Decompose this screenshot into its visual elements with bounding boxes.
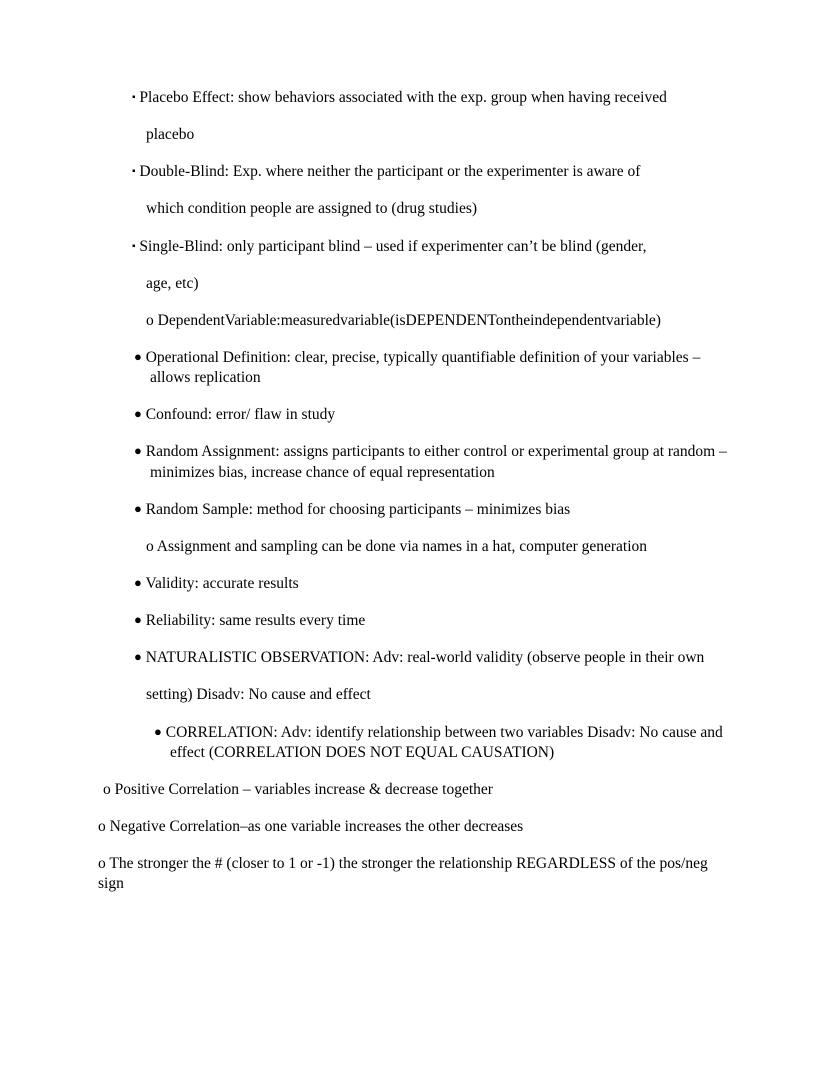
- paragraph-text: The stronger the # (closer to 1 or -1) the stronger the relationship REGARDLESS of the pos/neg sign: [98, 855, 708, 893]
- paragraph-random-sample: [98, 500, 728, 520]
- paragraph-validity: [98, 574, 728, 594]
- paragraph-text: Positive Correlation – variables increase & decrease together: [114, 780, 493, 798]
- paragraph-placebo-effect: [98, 88, 728, 108]
- paragraph-text: DependentVariable:measuredvariable(isDEPENDENTontheindependentvariable): [157, 311, 661, 329]
- paragraph-text: Reliability: same results every time: [145, 612, 366, 630]
- paragraph-single-blind-continuation: [98, 274, 728, 294]
- paragraph-naturalistic-continuation: [98, 685, 728, 705]
- paragraph-text: age, etc): [146, 274, 199, 292]
- paragraph-double-blind-continuation: [98, 199, 728, 219]
- round-bullet-icon: ●: [134, 443, 142, 459]
- paragraph-text: Double-Blind: Exp. where neither the participant or the experimenter is aware of: [139, 163, 641, 181]
- paragraph-text: Validity: accurate results: [145, 574, 299, 592]
- paragraph-text: Negative Correlation–as one variable increases the other decreases: [109, 817, 524, 835]
- paragraph-text: CORRELATION: Adv: identify relationship between two variables Disadv: No cause and effect (CORRELATION DOES NOT EQUAL CAUSATION): [165, 723, 723, 761]
- paragraph-reliability: [98, 611, 728, 631]
- paragraph-positive-correlation: [98, 780, 728, 800]
- round-bullet-icon: ●: [134, 348, 142, 364]
- square-bullet-icon: ▪: [132, 166, 136, 178]
- letter-o-marker: o: [98, 817, 106, 835]
- paragraph-double-blind: [98, 162, 728, 182]
- letter-o-marker: o: [103, 780, 111, 798]
- letter-o-marker: o: [146, 311, 154, 329]
- paragraph-text: Single-Blind: only participant blind – used if experimenter can’t be blind (gender,: [139, 237, 647, 255]
- paragraph-text: Random Sample: method for choosing participants – minimizes bias: [145, 500, 571, 518]
- letter-o-marker: o: [98, 855, 106, 873]
- paragraph-negative-correlation: [98, 817, 728, 837]
- paragraph-text: placebo: [146, 126, 195, 144]
- paragraph-confound: [98, 405, 728, 425]
- paragraph-text: Confound: error/ flaw in study: [145, 406, 336, 424]
- document-body: [98, 88, 728, 894]
- paragraph-random-assignment: [98, 442, 728, 482]
- paragraph-text: Random Assignment: assigns participants to either control or experimental group at random – minimizes bias, increase chance of equal representation: [145, 443, 727, 481]
- paragraph-operational-definition: [98, 348, 728, 388]
- paragraph-dependent-variable: [98, 311, 728, 331]
- paragraph-text: Placebo Effect: show behaviors associated with the exp. group when having received: [139, 89, 667, 106]
- paragraph-text: which condition people are assigned to (drug studies): [146, 200, 478, 218]
- paragraph-single-blind: [98, 237, 728, 257]
- paragraph-text: Assignment and sampling can be done via names in a hat, computer generation: [156, 537, 648, 555]
- round-bullet-icon: ●: [134, 649, 142, 665]
- round-bullet-icon: ●: [134, 406, 142, 422]
- letter-o-marker: o: [146, 537, 154, 555]
- round-bullet-icon: ●: [154, 723, 162, 739]
- round-bullet-icon: ●: [134, 500, 142, 516]
- paragraph-assignment-sampling-note: [98, 537, 728, 557]
- paragraph-naturalistic-observation: [98, 648, 728, 668]
- square-bullet-icon: ▪: [132, 240, 136, 252]
- round-bullet-icon: ●: [134, 574, 142, 590]
- round-bullet-icon: ●: [134, 612, 142, 628]
- paragraph-correlation-strength: [98, 854, 728, 894]
- paragraph-text: Operational Definition: clear, precise, typically quantifiable definition of your variables – allows replication: [145, 348, 701, 387]
- paragraph-correlation: [98, 723, 728, 763]
- paragraph-placebo-continuation: [98, 125, 728, 145]
- paragraph-text: setting) Disadv: No cause and effect: [146, 686, 371, 704]
- square-bullet-icon: ▪: [132, 92, 136, 103]
- paragraph-text: NATURALISTIC OBSERVATION: Adv: real-world validity (observe people in their own: [145, 649, 705, 667]
